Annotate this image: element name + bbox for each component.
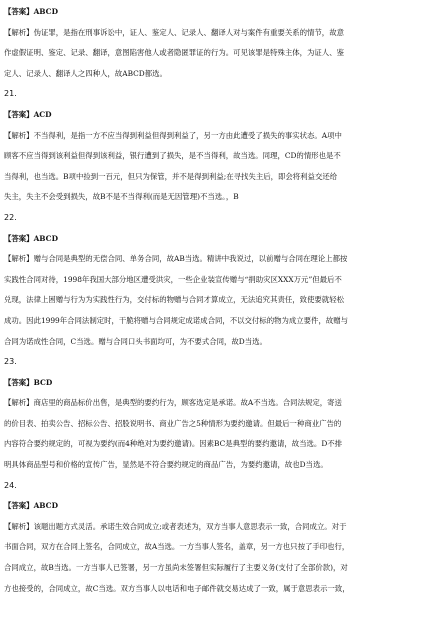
text-line: 【答案】ABCD [4,7,58,16]
text-line: 【解析】该题出题方式灵活。承诺生效合同成立;或者表述为，双方当事人意思表示一致，合同成立。对于 [4,521,347,531]
question-number [4,352,422,373]
text-line: 定人、记录人、翻译人之四种人，故ABCD都选。 [4,68,167,78]
text-line: 【解析】不当得利，是指一方不应当得到利益但得到利益了，另一方由此遭受了损失的事实状态。A项中 [4,130,342,140]
answer-block [4,105,422,126]
text-line: 24. [4,480,17,490]
answer-block [4,229,422,250]
analysis-paragraph [4,126,422,208]
text-line: 【答案】ABCD [4,501,58,511]
text-line: 22. [4,212,17,222]
text-line: 【解析】赠与合同是典型的无偿合同、单务合同，故AB当选。精讲中我说过，以前赠与合同在理论上都按 [4,254,348,264]
answer-block [4,373,422,394]
text-line: 明具体商品型号和价格的宣传广告，显然是不符合要约规定的商品广告，为要约邀请，故也D当选。 [4,460,328,470]
analysis-paragraph [4,393,422,475]
text-line: 23. [4,357,17,367]
text-line: 内容符合要约规定的，可视为要约(而4种绝对为要约邀请)。因素BC是典型的要约邀请，故当选。D不排 [4,439,343,449]
text-line: 顾客不应当得到该利益但得到该利益，银行遭到了损失，是不当得利，故当选。同理，CD的情形也是不 [4,151,341,161]
analysis-paragraph [4,23,422,85]
text-line: 书面合同，双方在合同上签名，合同成立，故A当选。一方当事人签名，盖章，另一方也只按了手印也行， [4,542,350,552]
text-line: 【解析】伪证罪，是指在刑事诉讼中，证人、鉴定人、记录人、翻译人对与案件有重要关系的情节，故意 [4,27,344,37]
text-line: 【答案】ABCD [4,233,58,243]
text-line: 作虚假证明、鉴定、记录、翻译，意图陷害他人或者隐匿罪证的行为。可见该罪是特殊主体，为证人、鉴 [4,48,344,58]
text-line: 合同为诺成性合同，C当选。赠与合同口头书面均可，为不要式合同，故D当选。 [4,336,267,346]
text-line: 实践性合同对待，1998年我国大部分地区遭受洪灾，一些企业装宣传赠与“捐助灾区XXX万元”但最后不 [4,274,342,284]
question-number [4,476,422,497]
text-line: 的价目表、拍卖公告、招标公告、招股说明书、商业广告之5种情形为要约邀请。但最后一种商业广告的 [4,418,342,428]
question-number [4,208,422,229]
text-line: 兑现，法律上困赠与行为为实践性行为，交付标的物赠与合同才算成立，无法追究其责任，致使要就轻松 [4,295,344,305]
text-line: 【答案】ACD [4,109,52,119]
text-line: 当得利，也当选。B项中捡到一百元，但只为保管，并不是得到利益;在寻找失主后，即会将利益交还给 [4,171,338,181]
text-line: 【答案】BCD [4,377,53,387]
text-line: 失主，失主不会受到损失，故B不是不当得利(而是无因管理)不当选。，B [4,192,239,202]
text-line: 成功。因此1999年合同法制定时，干脆将赠与合同规定成诺成合同，不以交付标的物为成立要件，故赠与 [4,315,349,325]
question-number [4,84,422,105]
analysis-paragraph [4,249,422,352]
text-line: 合同成立，故B当选。一方当事人已签署，另一方虽尚未签署但实际履行了主要义务(支付了全部价款)，对 [4,563,348,573]
text-line: 方也接受的，合同成立，故C当选。双方当事人以电话和电子邮件就交易达成了一致，属于意思表示一致， [4,583,350,593]
answer-block [4,496,422,517]
analysis-paragraph [4,517,422,599]
text-line: 21. [4,89,17,99]
answer-block [4,2,422,23]
text-line: 【解析】商店里的商品标价出售，是典型的要约行为，顾客选定是承诺。故A不当选。合同法规定，寄送 [4,398,342,408]
